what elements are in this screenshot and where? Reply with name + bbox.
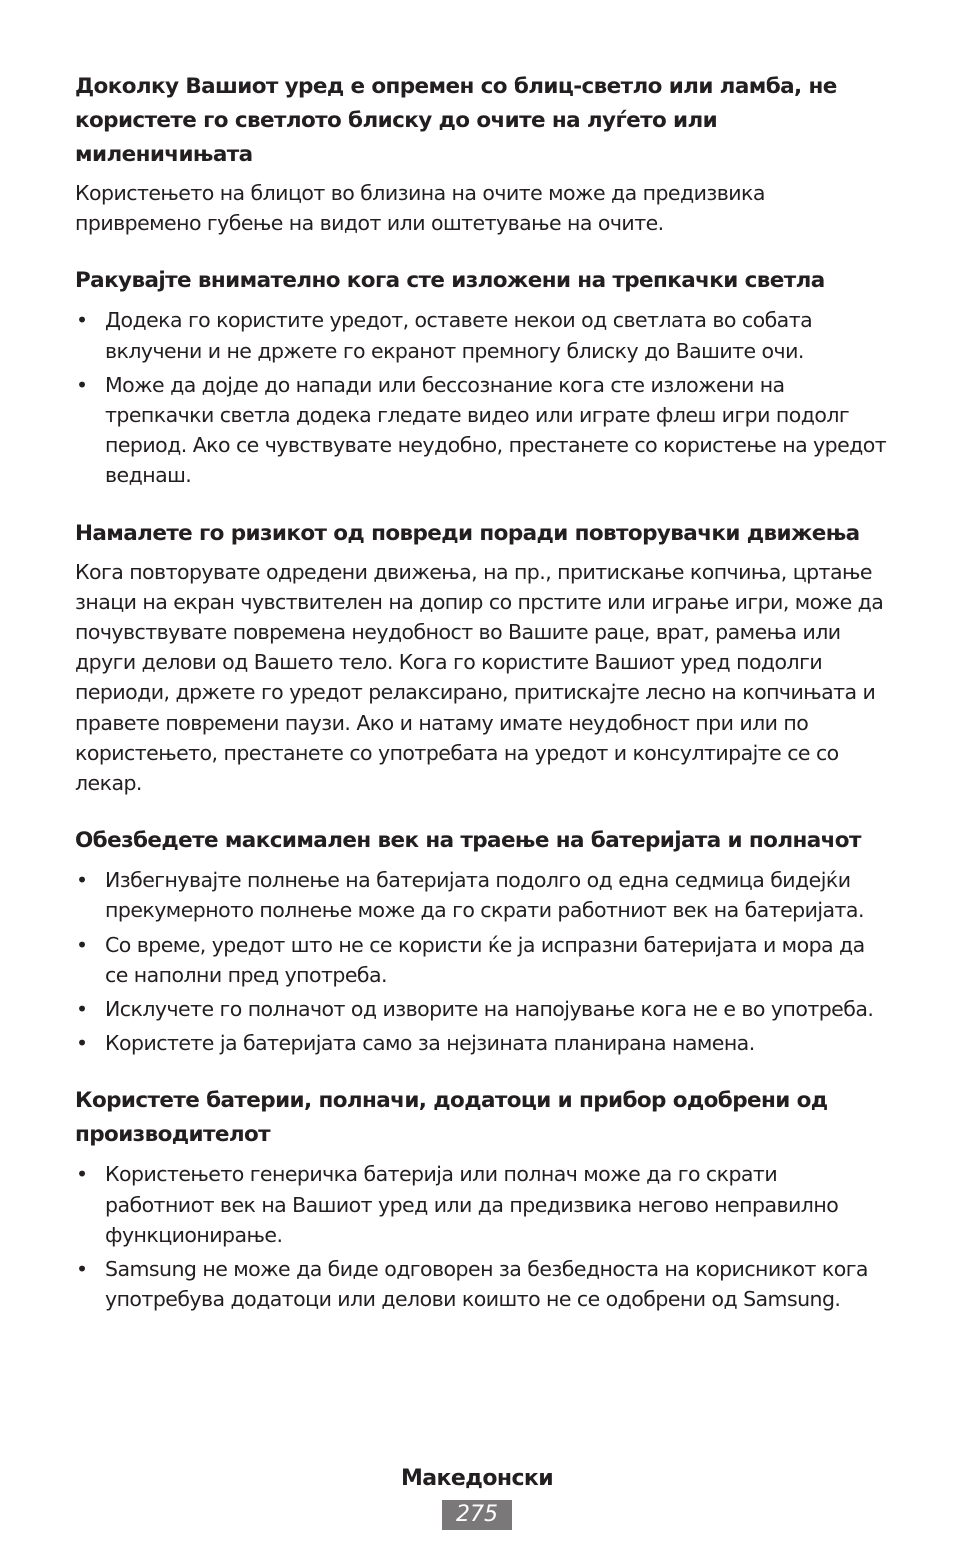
list-item (75, 1254, 887, 1314)
list-item-text: Може да дојде до напади или бессознание кога сте изложени на трепкачки светла додека гледате видео или играте флеш игри подолг период. Ако се чувствувате неудобно, престанете со користење на уредот веднаш. (105, 372, 887, 488)
list-item-text: Samsung не може да биде одговорен за безбедноста на корисникот кога употребува додатоци или делови коишто не се одобрени од Samsung. (105, 1257, 868, 1312)
section-flash-warning (75, 70, 887, 238)
page-number: 275 (442, 1500, 512, 1530)
list-item (75, 1028, 887, 1058)
section-repetitive-motion (75, 517, 887, 799)
section-heading: Користете батерии, полначи, додатоци и прибор одобрени од производителот (75, 1088, 828, 1148)
bullet-icon: • (76, 308, 88, 333)
list-item-text: Исклучете го полначот од изворите на напојување кога не е во употреба. (105, 997, 874, 1022)
list-item-text: Избегнувајте полнење на батеријата подолго од една седмица бидејќи прекумерното полнење може да го скрати работниот век на батеријата. (105, 868, 864, 923)
list-item-text: Користете ја батеријата само за нејзината планирана намена. (105, 1031, 755, 1056)
list-item (75, 370, 887, 491)
list-item (75, 305, 887, 365)
list-item (75, 994, 887, 1024)
bullet-icon: • (76, 1257, 88, 1282)
bullet-icon: • (76, 868, 88, 893)
list-item (75, 930, 887, 990)
section-paragraph: Кога повторувате одредени движења, на пр., притискање копчиња, цртање знаци на екран чувствителен на допир со прстите или играње игри, може да почувствувате повремена неудобност во Вашите раце, врат, рамења или други делови од Вашето тело. Кога го користите Вашиот уред подолги периоди, држете го уредот релаксирано, притискајте лесно на копчињата и правете повремени паузи. Ако и натаму имате неудобност при или по користењето, престанете со употребата на уредот и консултирајте се со лекар. (75, 559, 884, 796)
section-flashing-lights (75, 264, 887, 490)
section-heading: Ракувајте внимателно кога сте изложени на трепкачки светла (75, 268, 825, 294)
list-item-text: Користењето генеричка батерија или полнач може да го скрати работниот век на Вашиот уред или да предизвика негово неправилно функционирање. (105, 1162, 839, 1247)
section-heading: Обезбедете максимален век на траење на батеријата и полначот (75, 828, 861, 854)
bullet-icon: • (76, 1031, 88, 1056)
bullet-icon: • (76, 372, 88, 397)
bullet-icon: • (76, 1162, 88, 1187)
bullet-list (75, 305, 887, 490)
section-heading: Доколку Вашиот уред е опремен со блиц-светло или ламба, не користете го светлото блиску до очите на луѓето или миленичињата (75, 74, 837, 167)
list-item-text: Со време, уредот што не се користи ќе ја испразни батеријата и мора да се наполни пред употреба. (105, 932, 865, 987)
section-heading: Намалете го ризикот од повреди поради повторувачки движења (75, 520, 860, 546)
list-item-text: Додека го користите уредот, оставете некои од светлата во собата вклучени и не држете го екранот премногу блиску до Вашите очи. (105, 308, 813, 363)
bullet-icon: • (76, 997, 88, 1022)
page-content (75, 70, 887, 1340)
footer-language: Македонски (400, 1466, 554, 1491)
bullet-list (75, 865, 887, 1058)
bullet-list (75, 1159, 887, 1314)
page-footer (0, 1462, 954, 1530)
section-paragraph: Користењето на блицот во близина на очите може да предизвика привремено губење на видот или оштетување на очите. (75, 181, 765, 236)
section-battery-life (75, 824, 887, 1058)
list-item (75, 1159, 887, 1250)
section-approved-accessories (75, 1084, 887, 1314)
bullet-icon: • (76, 932, 88, 957)
list-item (75, 865, 887, 925)
